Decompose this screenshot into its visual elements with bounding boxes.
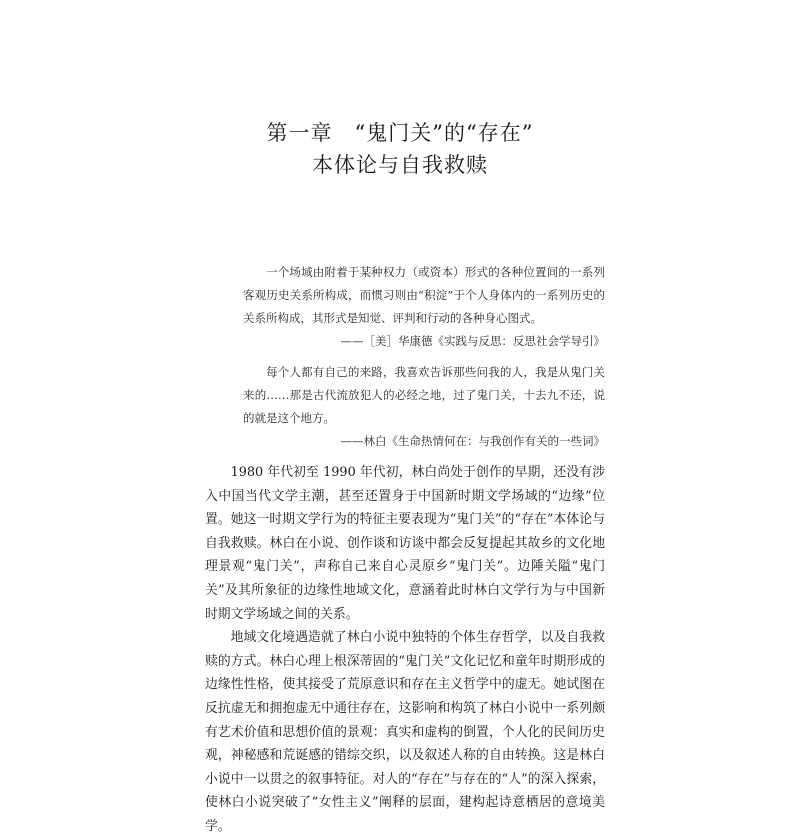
epigraph-1 (243, 261, 605, 353)
epigraph-2 (243, 361, 605, 453)
body-paragraph-1: 1980 年代初至 1990 年代初，林白尚处于创作的早期，还没有涉入中国当代文学主潮，甚至还置身于中国新时期文学场域的“边缘”位置。她这一时期文学行为的特征主要表现为“鬼门关”的“存在”本体论与自我救赎。林白在小说、创作谈和访谈中都会反复提起其故乡的文化地理景观“鬼门关”，声称自己来自心灵原乡“鬼门关”。边陲关隘“鬼门关”及其所象征的边缘性地域文化，意涵着此时林白文学行为与中国新时期文学场域之间的关系。 (205, 465, 605, 622)
epigraph-source: ——［美］华康德《实践与反思：反思社会学导引》 (340, 334, 605, 348)
epigraph-text: 每个人都有自己的来路，我喜欢告诉那些问我的人，我是从鬼门关来的……那是古代流放犯人的必经之地，过了鬼门关，十去九不还，说的就是这个地方。 (243, 365, 605, 425)
body-text (205, 461, 605, 839)
chapter-title: 第一章 “鬼门关”的“存在” (266, 121, 534, 145)
body-paragraph-2: 地域文化境遇造就了林白小说中独特的个体生存哲学，以及自我救赎的方式。林白心理上根深蒂固的“鬼门关”文化记忆和童年时期形成的边缘性性格，使其接受了荒原意识和存在主义哲学中的虚无。她试图在反抗虚无和拥抱虚无中通往存在，这影响和构筑了林白小说中一系列颇有艺术价值和思想价值的景观：真实和虚构的倒置，个人化的民间历史观，神秘感和荒诞感的错综交织，以及叙述人称的自由转换。这是林白小说中一以贯之的叙事特征。对人的“存在”与存在的“人”的深入探索，使林白小说突破了“女性主义”阐释的层面，建构起诗意栖居的意境美学。 (205, 630, 605, 834)
chapter-subtitle: 本体论与自我救赎 (312, 153, 488, 177)
epigraph-source: ——林白《生命热情何在：与我创作有关的一些词》 (340, 434, 605, 448)
epigraph-text: 一个场域由附着于某种权力（或资本）形式的各种位置间的一系列客观历史关系所构成，而惯习则由“积淀”于个人身体内的一系列历史的关系所构成，其形式是知觉、评判和行动的各种身心图式。 (243, 265, 605, 325)
